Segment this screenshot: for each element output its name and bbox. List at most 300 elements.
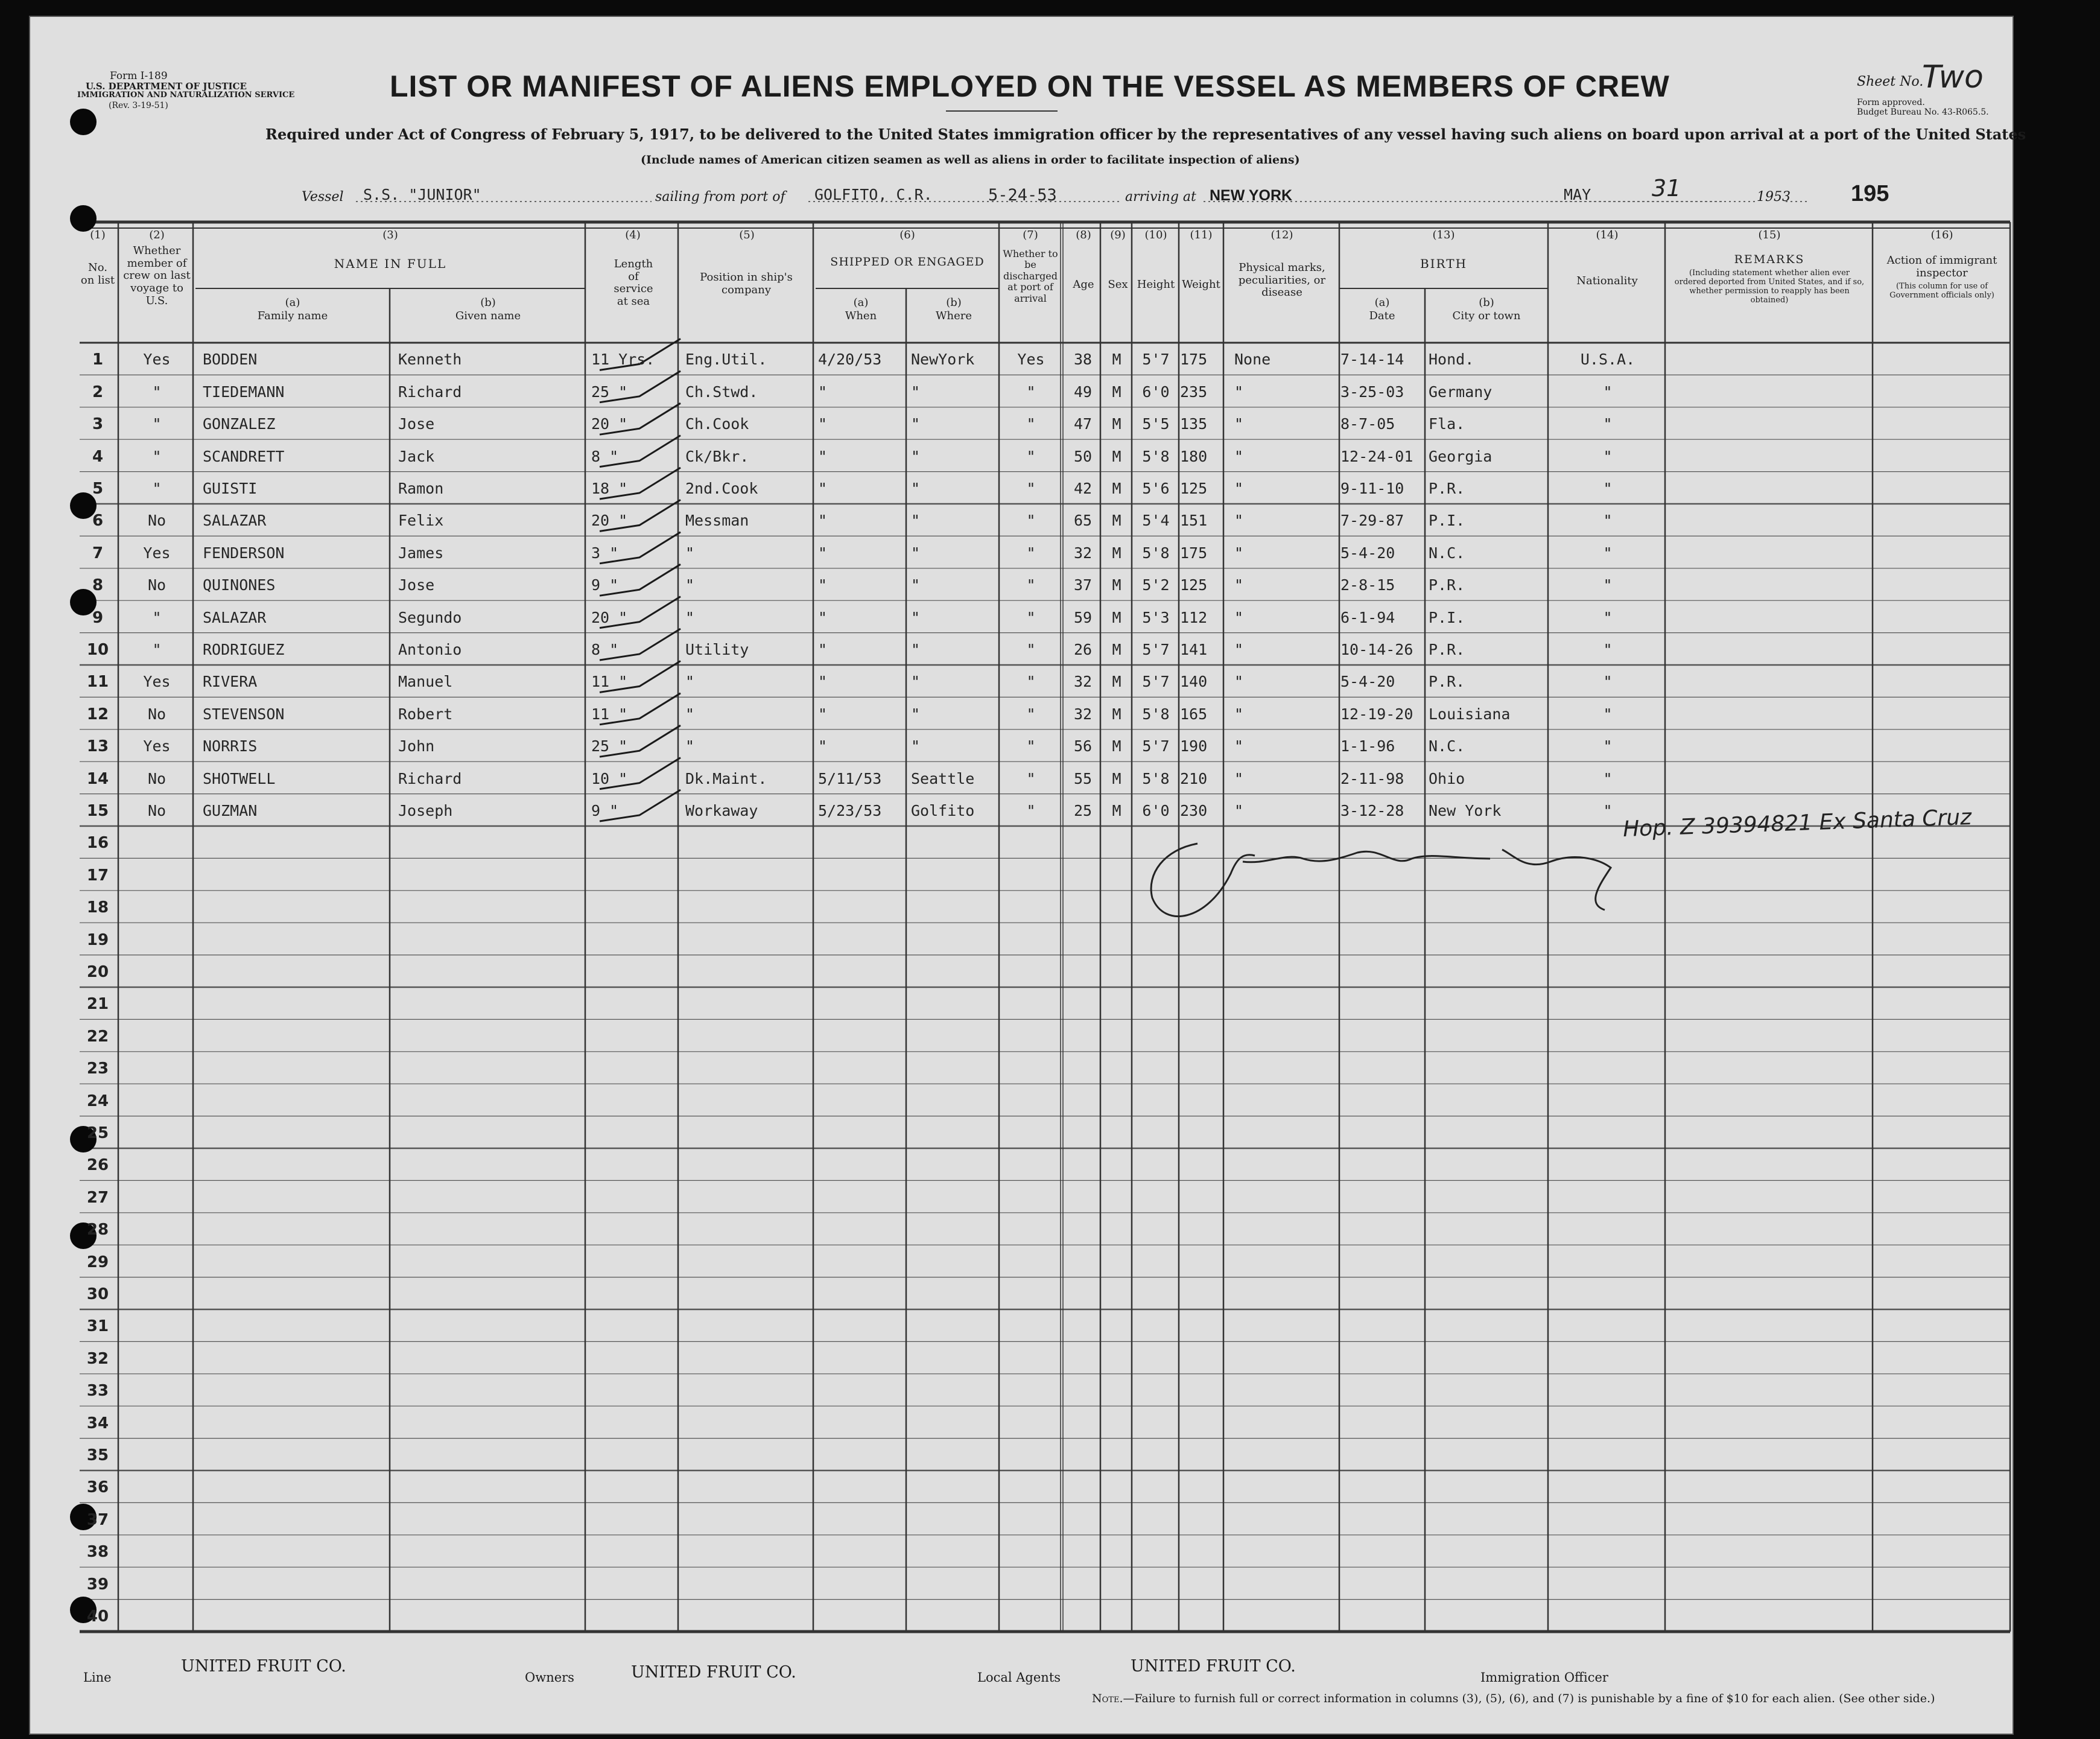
cell-service: 3 "	[591, 544, 619, 562]
cell-bdate: 12-19-20	[1340, 705, 1413, 723]
cell-bdate: 12-24-01	[1340, 447, 1413, 465]
cell-family: RIVERA	[203, 673, 258, 691]
cell-given: Joseph	[398, 801, 453, 819]
cell-bdate: 9-11-10	[1340, 479, 1404, 497]
cell-prev: "	[152, 640, 162, 658]
cell-nat: "	[1603, 447, 1613, 465]
row-number: 20	[86, 962, 109, 981]
cell-nat: "	[1603, 608, 1613, 626]
form-service: IMMIGRATION AND NATURALIZATION SERVICE	[77, 91, 295, 100]
cell-service: 8 "	[591, 640, 619, 658]
cell-prev: Yes	[143, 673, 171, 691]
row-number: 30	[86, 1285, 109, 1303]
page-title: LIST OR MANIFEST OF ALIENS EMPLOYED ON THE VESSEL AS MEMBERS OF CREW	[390, 69, 1670, 103]
cell-where: "	[911, 640, 921, 658]
cell-disch: "	[1026, 769, 1036, 787]
cell-where: "	[911, 544, 921, 562]
cell-service: 11 "	[591, 705, 628, 723]
cell-position: "	[685, 737, 695, 755]
cell-age: 26	[1073, 640, 1093, 658]
cell-age: 50	[1073, 447, 1093, 465]
cell-bplace: Ohio	[1429, 769, 1465, 787]
cell-family: QUINONES	[203, 576, 276, 594]
row-number: 18	[86, 898, 109, 917]
cell-given: Segundo	[398, 608, 462, 626]
vessel-line-dots	[30, 17, 2013, 216]
footer-agents-value: UNITED FRUIT CO.	[1131, 1657, 1296, 1676]
col5-label: Position in ship's company	[700, 271, 793, 296]
cell-height: 5'8	[1142, 769, 1170, 787]
form-approved: Form approved.	[1857, 98, 1925, 107]
col3b-label: Given name	[455, 310, 521, 322]
row-number: 9	[92, 608, 104, 627]
cell-bdate: 3-25-03	[1340, 383, 1404, 401]
cell-nat: "	[1603, 544, 1613, 562]
cell-bplace: Hond.	[1429, 351, 1474, 369]
cell-where: "	[911, 383, 921, 401]
cell-prev: No	[147, 512, 167, 530]
col2-num: (2)	[149, 229, 165, 241]
col3b-num: (b)	[480, 296, 496, 309]
cell-height: 6'0	[1142, 801, 1170, 819]
cell-sex: M	[1112, 705, 1121, 723]
cell-nat: "	[1603, 737, 1613, 755]
cell-weight: 135	[1180, 415, 1208, 433]
cell-bplace: P.R.	[1429, 576, 1465, 594]
cell-weight: 165	[1180, 705, 1208, 723]
cell-prev: No	[147, 705, 167, 723]
cell-weight: 141	[1180, 640, 1208, 658]
cell-age: 32	[1073, 544, 1093, 562]
cell-weight: 175	[1180, 544, 1208, 562]
cell-nat: "	[1603, 705, 1613, 723]
cell-nat: "	[1603, 479, 1613, 497]
cell-height: 5'8	[1142, 447, 1170, 465]
cell-weight: 151	[1180, 512, 1208, 530]
footer-note-label: Note.	[1092, 1692, 1123, 1705]
cell-disch: "	[1026, 705, 1036, 723]
cell-position: "	[685, 608, 695, 626]
cell-service: 18 "	[591, 479, 628, 497]
arriving-label: arriving at	[1125, 189, 1196, 205]
col12-num: (12)	[1270, 229, 1293, 241]
cell-given: Robert	[398, 705, 453, 723]
cell-bplace: Fla.	[1429, 415, 1465, 433]
row-number: 35	[86, 1446, 109, 1464]
cell-marks: "	[1234, 769, 1244, 787]
footer-line-value: UNITED FRUIT CO.	[181, 1657, 346, 1676]
cell-family: SHOTWELL	[203, 769, 276, 787]
footer-agents-label: Local Agents	[977, 1670, 1061, 1685]
col8-label: Age	[1073, 278, 1094, 291]
cell-where: "	[911, 673, 921, 691]
cell-prev: "	[152, 447, 162, 465]
row-number: 17	[86, 866, 109, 885]
cell-where: "	[911, 705, 921, 723]
cell-marks: "	[1234, 415, 1244, 433]
cell-prev: "	[152, 383, 162, 401]
cell-when: "	[818, 737, 828, 755]
cell-height: 6'0	[1142, 383, 1170, 401]
col3a-num: (a)	[285, 296, 300, 309]
col6b-label: Where	[935, 310, 972, 322]
cell-when: "	[818, 576, 828, 594]
cell-bplace: P.I.	[1429, 512, 1465, 530]
cell-position: Ch.Stwd.	[685, 383, 758, 401]
remarks-handwritten: Hop. Z 39394821 Ex Santa Cruz	[1622, 804, 1972, 842]
col9-label: Sex	[1108, 278, 1128, 291]
cell-position: Utility	[685, 640, 749, 658]
cell-age: 56	[1073, 737, 1093, 755]
cell-weight: 175	[1180, 351, 1208, 369]
budget-bureau: Budget Bureau No. 43-R065.5.	[1857, 107, 1989, 117]
cell-sex: M	[1112, 351, 1121, 369]
col13b-label: City or town	[1452, 310, 1521, 322]
cell-family: SALAZAR	[203, 608, 267, 626]
cell-sex: M	[1112, 576, 1121, 594]
cell-when: "	[818, 673, 828, 691]
cell-disch: "	[1026, 447, 1036, 465]
cell-disch: "	[1026, 415, 1036, 433]
col6-label: SHIPPED OR ENGAGED	[830, 255, 985, 269]
row-number: 4	[92, 447, 104, 466]
cell-when: "	[818, 705, 828, 723]
col10-num: (10)	[1144, 229, 1167, 241]
cell-nat: "	[1603, 383, 1613, 401]
cell-sex: M	[1112, 447, 1121, 465]
cell-weight: 180	[1180, 447, 1208, 465]
cell-position: "	[685, 576, 695, 594]
row-number: 37	[86, 1510, 109, 1529]
cell-weight: 210	[1180, 769, 1208, 787]
cell-age: 38	[1073, 351, 1093, 369]
sheet-label: Sheet No.	[1857, 74, 1924, 89]
col13-num: (13)	[1432, 229, 1455, 241]
cell-service: 25 "	[591, 383, 628, 401]
col3a-label: Family name	[257, 310, 328, 322]
cell-age: 55	[1073, 769, 1093, 787]
sailing-label: sailing from port of	[655, 189, 785, 205]
cell-where: "	[911, 415, 921, 433]
col13a-num: (a)	[1374, 296, 1390, 309]
row-number: 13	[86, 737, 109, 756]
cell-age: 65	[1073, 512, 1093, 530]
cell-bdate: 2-11-98	[1340, 769, 1404, 787]
cell-position: Dk.Maint.	[685, 769, 767, 787]
col6-num: (6)	[899, 229, 915, 241]
row-number: 7	[92, 544, 104, 562]
cell-marks: "	[1234, 608, 1244, 626]
cell-disch: "	[1026, 737, 1036, 755]
cell-position: "	[685, 673, 695, 691]
cell-nat: "	[1603, 801, 1613, 819]
cell-height: 5'7	[1142, 351, 1170, 369]
col14-num: (14)	[1596, 229, 1619, 241]
cell-bdate: 7-14-14	[1340, 351, 1404, 369]
cell-service: 8 "	[591, 447, 619, 465]
row-number: 10	[86, 640, 109, 659]
cell-age: 47	[1073, 415, 1093, 433]
cell-prev: No	[147, 769, 167, 787]
cell-given: Richard	[398, 769, 462, 787]
cell-given: Richard	[398, 383, 462, 401]
cell-age: 59	[1073, 608, 1093, 626]
cell-service: 11 Yrs.	[591, 351, 655, 369]
row-number: 12	[86, 705, 109, 723]
cell-weight: 140	[1180, 673, 1208, 691]
col16-num: (16)	[1930, 229, 1953, 241]
cell-weight: 190	[1180, 737, 1208, 755]
cell-prev: No	[147, 576, 167, 594]
footer-note-text: —Failure to furnish full or correct information in columns (3), (5), (6), and (7) is punishable by a fine of $10 for each alien. (See other side.)	[1123, 1692, 1935, 1705]
cell-marks: "	[1234, 673, 1244, 691]
cell-sex: M	[1112, 673, 1121, 691]
cell-when: "	[818, 479, 828, 497]
cell-service: 10 "	[591, 769, 628, 787]
cell-service: 25 "	[591, 737, 628, 755]
cell-family: GONZALEZ	[203, 415, 276, 433]
cell-marks: "	[1234, 512, 1244, 530]
cell-height: 5'3	[1142, 608, 1170, 626]
arrival-year: 1953	[1757, 189, 1791, 205]
cell-sex: M	[1112, 801, 1121, 819]
row-number: 11	[86, 673, 109, 691]
cell-bplace: Georgia	[1429, 447, 1493, 465]
col10-label: Height	[1137, 278, 1175, 291]
cell-age: 25	[1073, 801, 1093, 819]
cell-bdate: 1-1-96	[1340, 737, 1395, 755]
cell-bplace: Louisiana	[1429, 705, 1511, 723]
cell-height: 5'6	[1142, 479, 1170, 497]
cell-family: RODRIGUEZ	[203, 640, 285, 658]
cell-weight: 125	[1180, 576, 1208, 594]
cell-family: FENDERSON	[203, 544, 285, 562]
cell-where: Golfito	[911, 801, 975, 819]
cell-given: Kenneth	[398, 351, 462, 369]
cell-prev: "	[152, 608, 162, 626]
row-number: 34	[86, 1414, 109, 1432]
row-number: 33	[86, 1382, 109, 1400]
cell-prev: No	[147, 801, 167, 819]
sailing-port: GOLFITO, C.R.	[814, 186, 933, 203]
cell-bplace: P.R.	[1429, 640, 1465, 658]
cell-given: Felix	[398, 512, 444, 530]
cell-bplace: N.C.	[1429, 737, 1465, 755]
cell-sex: M	[1112, 383, 1121, 401]
col7-label: Whether to be discharged at port of arrival	[1003, 248, 1058, 304]
col16-label: Action of immigrant inspector	[1886, 254, 1997, 279]
cell-disch: "	[1026, 576, 1036, 594]
cell-service: 9 "	[591, 576, 619, 594]
row-number: 21	[86, 995, 109, 1014]
cell-given: Jack	[398, 447, 435, 465]
col13a-label: Date	[1369, 310, 1395, 322]
footer-owners-label: Owners	[525, 1670, 574, 1685]
row-number: 19	[86, 930, 109, 949]
cell-sex: M	[1112, 512, 1121, 530]
cell-when: "	[818, 640, 828, 658]
cell-marks: "	[1234, 640, 1244, 658]
sheet-value: Two	[1922, 59, 1984, 95]
col15-note: (Including statement whether alien ever ordered deported from United States, and if so, whether permission to reapply has been obtained)	[1674, 269, 1865, 305]
form-department: U.S. DEPARTMENT OF JUSTICE	[86, 81, 247, 92]
cell-given: Antonio	[398, 640, 462, 658]
col11-num: (11)	[1190, 229, 1213, 241]
cell-height: 5'8	[1142, 705, 1170, 723]
cell-weight: 112	[1180, 608, 1208, 626]
col3-label: NAME IN FULL	[334, 256, 447, 271]
cell-when: "	[818, 544, 828, 562]
col9-num: (9)	[1110, 229, 1126, 241]
row-number: 25	[86, 1124, 109, 1142]
cell-marks: "	[1234, 576, 1244, 594]
cell-age: 49	[1073, 383, 1093, 401]
footer-owners-value: UNITED FRUIT CO.	[631, 1663, 796, 1682]
row-number: 31	[86, 1317, 109, 1336]
row-number: 8	[92, 576, 104, 595]
cell-position: Ch.Cook	[685, 415, 749, 433]
cell-where: "	[911, 608, 921, 626]
page-subnote: (Include names of American citizen seamen as well as aliens in order to facilitate inspection of aliens)	[641, 153, 1300, 167]
row-number: 39	[86, 1575, 109, 1594]
cell-where: Seattle	[911, 769, 975, 787]
cell-age: 32	[1073, 705, 1093, 723]
row-number: 23	[86, 1060, 109, 1078]
cell-where: "	[911, 512, 921, 530]
cell-bdate: 10-14-26	[1340, 640, 1413, 658]
cell-nat: "	[1603, 640, 1613, 658]
cell-sex: M	[1112, 415, 1121, 433]
cell-height: 5'7	[1142, 737, 1170, 755]
cell-position: Messman	[685, 512, 749, 530]
col8-num: (8)	[1076, 229, 1091, 241]
cell-family: BODDEN	[203, 351, 258, 369]
row-number: 22	[86, 1027, 109, 1046]
cell-height: 5'7	[1142, 640, 1170, 658]
cell-service: 20 "	[591, 608, 628, 626]
sailing-date: 5-24-53	[988, 186, 1057, 205]
row-number: 27	[86, 1188, 109, 1207]
row-number: 15	[86, 801, 109, 820]
arriving-port: NEW YORK	[1210, 187, 1293, 204]
cell-position: "	[685, 544, 695, 562]
cell-when: "	[818, 447, 828, 465]
col1-num: (1)	[90, 229, 106, 241]
row-number: 32	[86, 1349, 109, 1368]
cell-when: 4/20/53	[818, 351, 882, 369]
row-number: 28	[86, 1221, 109, 1239]
cell-where: "	[911, 576, 921, 594]
cell-bdate: 3-12-28	[1340, 801, 1404, 819]
cell-disch: "	[1026, 608, 1036, 626]
cell-marks: "	[1234, 737, 1244, 755]
cell-weight: 235	[1180, 383, 1208, 401]
cell-nat: "	[1603, 769, 1613, 787]
cell-height: 5'8	[1142, 544, 1170, 562]
row-number: 5	[92, 479, 104, 498]
col2-label: Whether member of crew on last voyage to U.S.	[123, 244, 191, 307]
cell-position: 2nd.Cook	[685, 479, 758, 497]
row-number: 6	[92, 512, 104, 530]
cell-disch: "	[1026, 512, 1036, 530]
row-number: 38	[86, 1543, 109, 1562]
cell-weight: 230	[1180, 801, 1208, 819]
vessel-name: S.S. "JUNIOR"	[363, 186, 481, 203]
cell-prev: Yes	[143, 544, 171, 562]
cell-when: "	[818, 383, 828, 401]
cell-position: Eng.Util.	[685, 351, 767, 369]
cell-when: "	[818, 512, 828, 530]
col13-label: BIRTH	[1420, 256, 1468, 271]
cell-family: GUZMAN	[203, 801, 258, 819]
cell-position: Ck/Bkr.	[685, 447, 749, 465]
cell-where: "	[911, 737, 921, 755]
cell-sex: M	[1112, 544, 1121, 562]
row-number: 26	[86, 1156, 109, 1175]
cell-family: GUISTI	[203, 479, 258, 497]
cell-where: "	[911, 479, 921, 497]
col16-note: (This column for use of Government officials only)	[1889, 282, 1994, 300]
arrival-day: 31	[1652, 175, 1681, 202]
col1-label: No. on list	[80, 261, 115, 287]
arrival-month: MAY	[1564, 186, 1591, 203]
cell-disch: Yes	[1017, 351, 1045, 369]
cell-given: James	[398, 544, 444, 562]
cell-bdate: 6-1-94	[1340, 608, 1395, 626]
cell-bplace: P.I.	[1429, 608, 1465, 626]
cell-bdate: 5-4-20	[1340, 544, 1395, 562]
cell-where: "	[911, 447, 921, 465]
footer-note	[1092, 1692, 1935, 1705]
footer-officer-label: Immigration Officer	[1480, 1670, 1608, 1685]
cell-bplace: P.R.	[1429, 673, 1465, 691]
col4-num: (4)	[625, 229, 641, 241]
cell-marks: "	[1234, 705, 1244, 723]
row-number: 1	[92, 351, 104, 369]
footer-line-label: Line	[83, 1670, 112, 1685]
cell-sex: M	[1112, 640, 1121, 658]
form-number: Form I-189	[110, 70, 168, 82]
col12-label: Physical marks, peculiarities, or disease	[1238, 261, 1326, 299]
cell-sex: M	[1112, 737, 1121, 755]
col6a-num: (a)	[853, 296, 869, 309]
cell-height: 5'2	[1142, 576, 1170, 594]
cell-nat: "	[1603, 576, 1613, 594]
cell-when: "	[818, 415, 828, 433]
cell-height: 5'7	[1142, 673, 1170, 691]
col3-num: (3)	[382, 229, 398, 241]
cell-bdate: 5-4-20	[1340, 673, 1395, 691]
row-number: 29	[86, 1253, 109, 1271]
page-number: 195	[1851, 181, 1889, 206]
cell-age: 42	[1073, 479, 1093, 497]
cell-sex: M	[1112, 769, 1121, 787]
cell-bplace: Germany	[1429, 383, 1493, 401]
cell-nat: "	[1603, 673, 1613, 691]
cell-disch: "	[1026, 801, 1036, 819]
cell-when: 5/11/53	[818, 769, 882, 787]
row-number: 36	[86, 1478, 109, 1497]
cell-marks: "	[1234, 544, 1244, 562]
cell-prev: Yes	[143, 351, 171, 369]
cell-marks: "	[1234, 801, 1244, 819]
cell-given: John	[398, 737, 435, 755]
cell-sex: M	[1112, 479, 1121, 497]
cell-bplace: P.R.	[1429, 479, 1465, 497]
cell-prev: Yes	[143, 737, 171, 755]
cell-prev: "	[152, 415, 162, 433]
row-number: 2	[92, 383, 104, 401]
